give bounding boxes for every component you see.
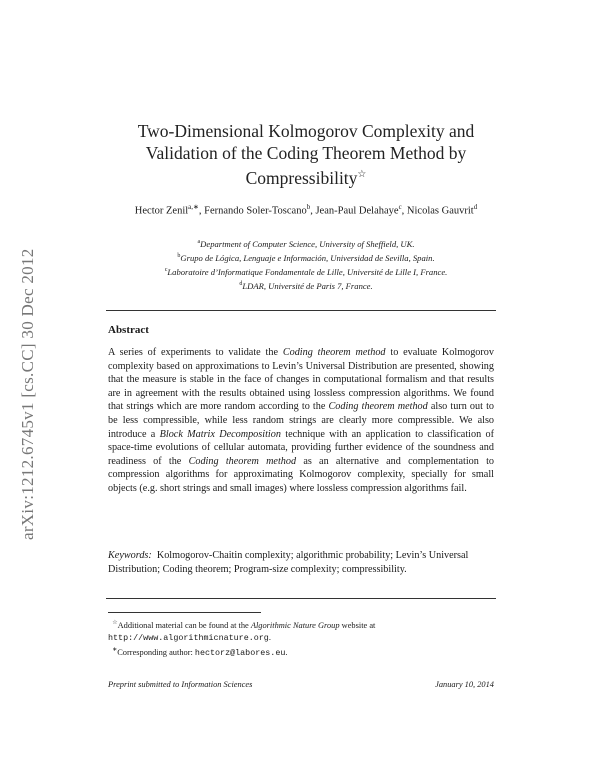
abstract-heading: Abstract (108, 324, 149, 336)
title-line-1: Two-Dimensional Kolmogorov Complexity and (137, 121, 475, 141)
author-name: Jean-Paul Delahaye (315, 205, 399, 217)
affiliation-text: Laboratoire d’Informatique Fondamentale de Lille, Université de Lille I, France. (167, 266, 448, 277)
affiliation-item (110, 236, 502, 250)
footnote-emphasis: Algorithmic Nature Group (250, 620, 340, 630)
affiliation-text: Department of Computer Science, University of Sheffield, UK. (200, 238, 415, 249)
paper-title (100, 120, 512, 189)
footnote-url-link[interactable]: http://www.algorithmicnature.org (108, 632, 269, 643)
author-affil-mark: b (306, 203, 311, 211)
author-name: Hector Zenil (134, 205, 189, 217)
footnote-item (108, 644, 494, 659)
keywords-label: Keywords: (108, 550, 152, 561)
affiliation-text: Grupo de Lógica, Lenguaje e Información, Universidad de Sevilla, Spain. (180, 252, 435, 263)
affiliation-text: LDAR, Université de Paris 7, France. (242, 280, 373, 291)
footnote-mark: ☆ (112, 620, 118, 626)
affiliation-mark: a (197, 239, 201, 245)
footer-date: January 10, 2014 (435, 680, 494, 689)
title-line-3-text: Compressibility (245, 167, 358, 188)
footnote-text: Corresponding author: (117, 647, 195, 657)
abstract-text: A series of experiments to validate the (108, 347, 283, 358)
footer-left: Preprint submitted to Information Sciences (108, 680, 253, 689)
title-line-3 (100, 164, 512, 189)
footnote-text: . (268, 632, 271, 642)
affiliation-item (110, 250, 502, 264)
affiliation-mark: d (239, 280, 243, 287)
abstract-emphasis: Coding theorem method (282, 347, 386, 358)
author-affil-mark: c (398, 203, 402, 211)
footnote-text: Additional material can be found at the (117, 620, 251, 630)
abstract-body (108, 346, 494, 496)
author-name: Nicolas Gauvrit (406, 205, 474, 217)
affiliation-list (110, 236, 502, 291)
author-separator: , (310, 205, 316, 217)
abstract-emphasis: Coding theorem method (328, 401, 428, 413)
author-separator: , (198, 205, 205, 217)
page-footer (108, 680, 494, 689)
abstract-text: also turn out to be less compressible, while less random strings are clearly more compressible. We also introduce a (108, 401, 494, 440)
abstract-text: technique with an application to classification of space-time evolutions of cellular automata, providing further evidence of the soundness and readiness of the (108, 428, 494, 467)
author-name: Fernando Soler-Toscano (204, 205, 307, 217)
title-star-mark: ☆ (357, 169, 367, 180)
footnote-rule (108, 612, 261, 613)
affiliation-item (110, 264, 502, 278)
footnote-text: website at (339, 620, 376, 630)
footnote-item (108, 617, 494, 644)
author-affil-mark: a,∗ (188, 203, 199, 211)
author-list (110, 200, 502, 219)
footnote-text: . (285, 647, 288, 657)
abstract-top-rule (106, 310, 496, 311)
keywords-text: Kolmogorov-Chaitin complexity; algorithmic probability; Levin’s Universal Distribution; Coding theorem; Program-size complexity; compressibility. (108, 550, 469, 575)
footnote-email-link[interactable]: hectorz@labores.eu (194, 647, 286, 658)
author-separator: , (401, 205, 407, 217)
footnotes (108, 617, 494, 659)
affiliation-mark: b (177, 252, 181, 259)
affiliation-item (110, 278, 502, 292)
abstract-emphasis: Coding theorem method (188, 455, 297, 467)
affiliation-mark: c (164, 266, 168, 273)
abstract-text: as an alternative and complementation to compression algorithms for approximating Kolmogorov complexity, specially for small objects (e.g. short strings and small images) where lossless compression algorithms fail. (108, 455, 495, 494)
abstract-bottom-rule (106, 598, 496, 599)
footnote-mark: ∗ (112, 646, 118, 653)
abstract-text: to evaluate Kolmogorov complexity based on approximations to Levin’s Universal Distribution are presented, showing that the measure is stable in the face of changes in computational formalism and that results are in agreement with the results obtained using lossless compression algorithms. We found that strings which are more random according to the (108, 347, 494, 413)
abstract-emphasis: Block Matrix Decomposition (159, 428, 281, 440)
title-line-2: Validation of the Coding Theorem Method by (145, 143, 467, 163)
keywords (108, 549, 494, 576)
author-affil-mark: d (473, 203, 478, 211)
arxiv-stamp: arXiv:1212.6745v1 [cs.CC] 30 Dec 2012 (18, 248, 37, 540)
